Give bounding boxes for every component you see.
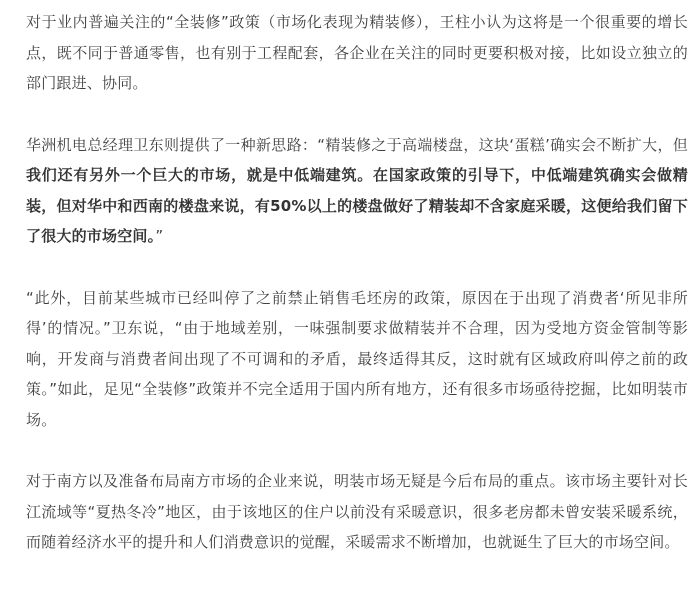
paragraph-2-closing-quote: ” bbox=[155, 227, 164, 245]
paragraph-1: 对于业内普遍关注的“全装修”政策（市场化表现为精装修），王柱小认为这将是一个很重要的增长点，既不同于普通零售，也有别于工程配套，各企业在关注的同时更要积极对接，比如设立独立的部门跟进、协同。 bbox=[26, 13, 688, 92]
paragraph-2-text: 华洲机电总经理卫东则提供了一种新思路：“精装修之于高端楼盘，这块‘蛋糕’确实会不断扩大，但 bbox=[26, 135, 688, 154]
paragraph-2-bold-text: 我们还有另外一个巨大的市场，就是中低端建筑。在国家政策的引导下，中低端建筑确实会做精装，但对华中和西南的楼盘来说，有50%以上的楼盘做好了精装却不含家庭采暖，这便给我们留下了很大的市场空间。 bbox=[26, 166, 688, 245]
paragraph-2 bbox=[26, 130, 688, 252]
paragraph-3: “此外，目前某些城市已经叫停了之前禁止销售毛坯房的政策，原因在于出现了消费者‘所见非所得’的情况。”卫东说，“由于地域差别，一味强制要求做精装并不合理，因为受地方资金管制等影响，开发商与消费者间出现了不可调和的矛盾，最终适得其反，这时就有区域政府叫停之前的政策。”如此，足见“全装修”政策并不完全适用于国内所有地方，还有很多市场亟待挖掘，比如明装市场。 bbox=[26, 288, 688, 429]
paragraph-4: 对于南方以及准备布局南方市场的企业来说，明装市场无疑是今后布局的重点。该市场主要针对长江流域等“夏热冬冷”地区，由于该地区的住户以前没有采暖意识，很多老房都未曾安装采暖系统，而随着经济水平的提升和人们消费意识的觉醒，采暖需求不断增加，也就诞生了巨大的市场空间。 bbox=[26, 472, 688, 551]
